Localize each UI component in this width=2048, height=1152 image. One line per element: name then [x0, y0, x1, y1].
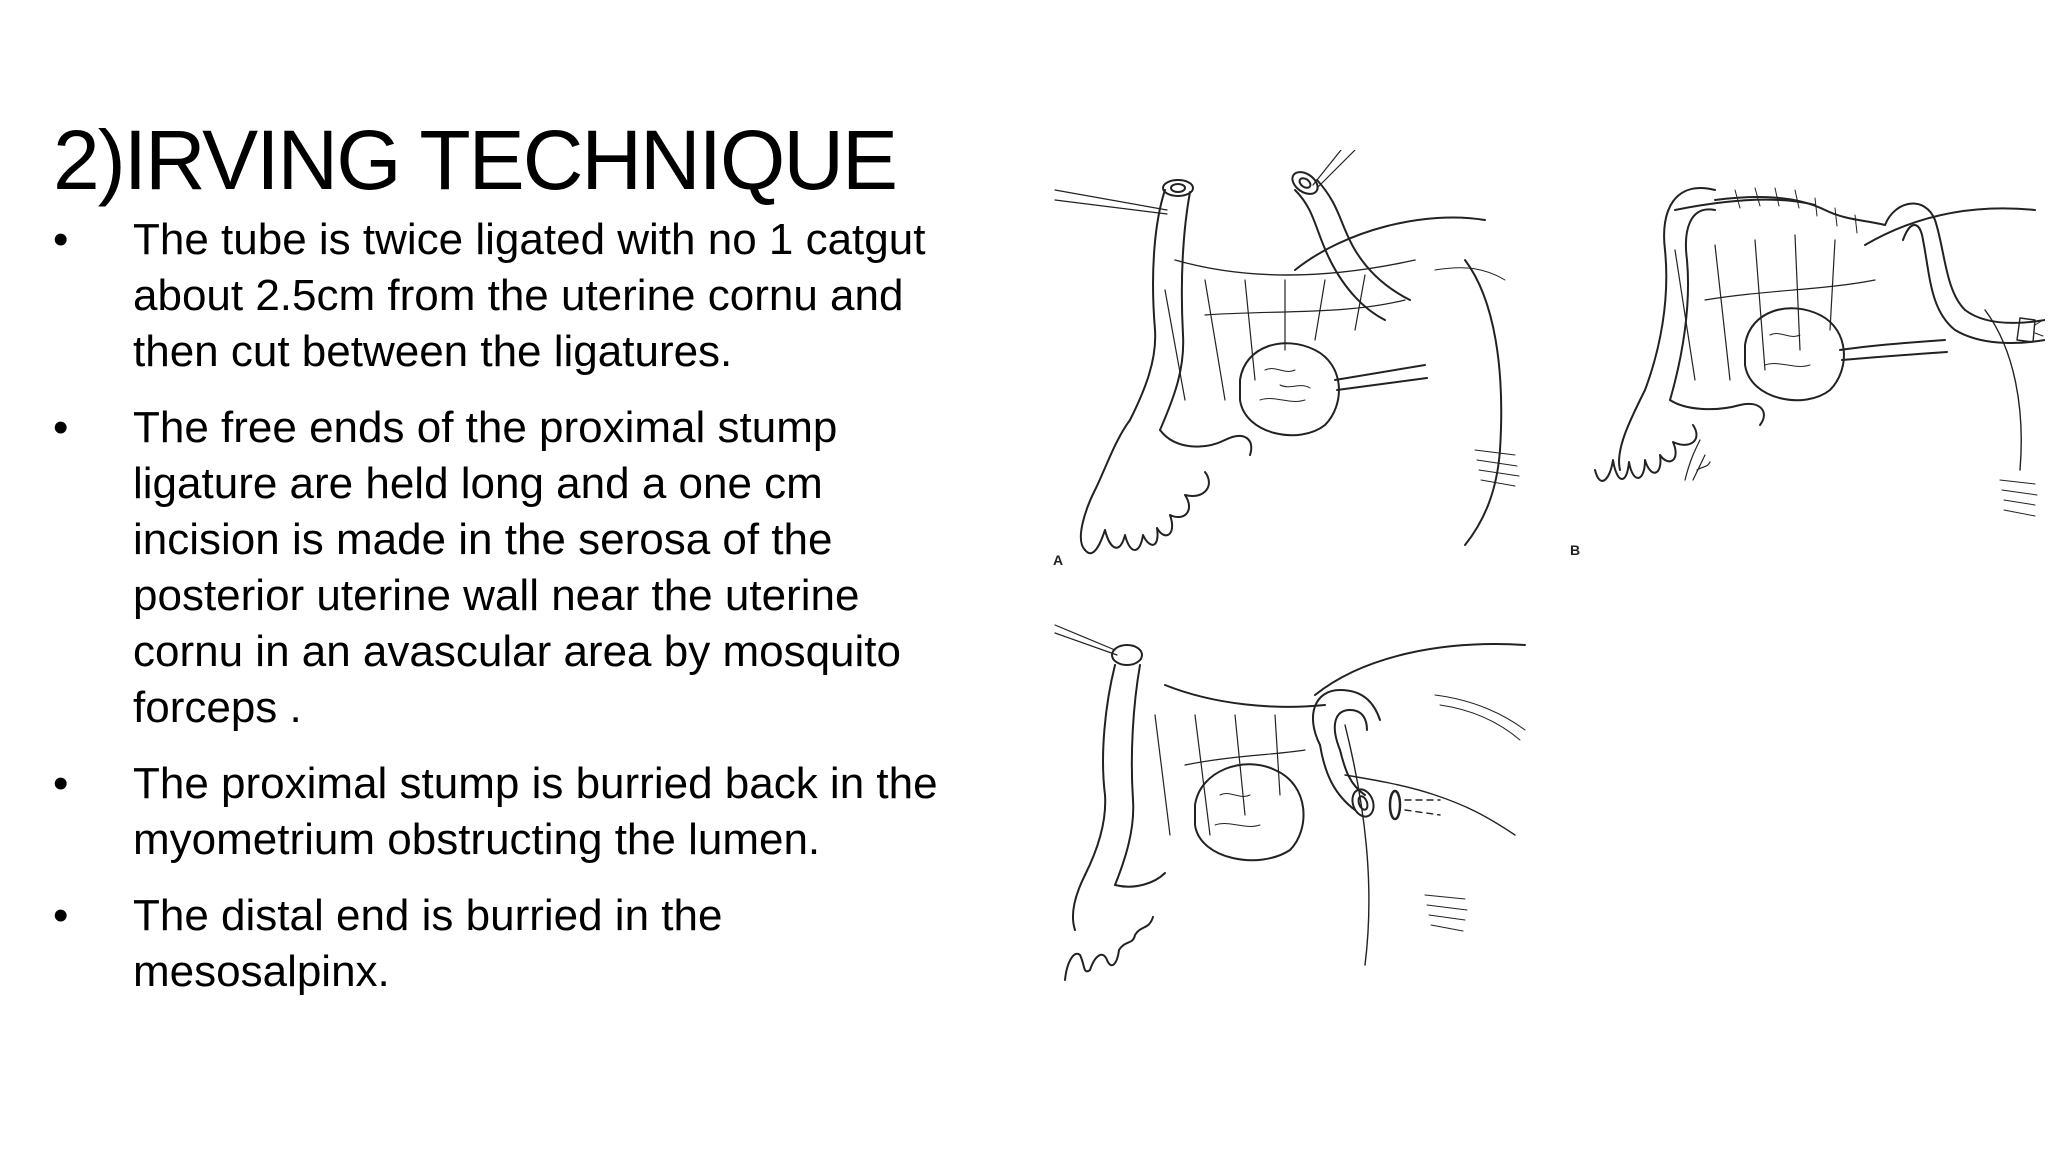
bullet-line: The distal end is burried in the — [133, 891, 723, 940]
bullet-line: posterior uterine wall near the uterine — [133, 571, 860, 620]
bullet-icon: • — [53, 215, 69, 264]
bullet-line: forceps . — [133, 683, 302, 732]
bullet-text — [133, 756, 1013, 868]
bullet-line: The proximal stump is burried back in the — [133, 759, 938, 808]
panel-b-label: B — [1570, 542, 1581, 558]
illustration-panel-b — [1565, 150, 2045, 570]
bullet-item — [53, 888, 1013, 1000]
bullet-line: incision is made in the serosa of the — [133, 515, 833, 564]
bullet-text — [133, 888, 1013, 1000]
illustration-panel-c — [1045, 605, 1535, 985]
panel-a-label: A — [1053, 552, 1064, 568]
bullet-icon: • — [53, 891, 69, 940]
bullet-line: The free ends of the proximal stump — [133, 403, 838, 452]
bullet-line: myometrium obstructing the lumen. — [133, 815, 821, 864]
bullet-line: The tube is twice ligated with no 1 catgut — [133, 215, 926, 264]
bullet-line: cornu in an avascular area by mosquito — [133, 627, 901, 676]
bullet-item — [53, 212, 1013, 380]
bullet-line: then cut between the ligatures. — [133, 327, 733, 376]
bullet-list — [53, 212, 1013, 1020]
slide-title: 2)IRVING TECHNIQUE — [53, 113, 897, 207]
bullet-line: ligature are held long and a one cm — [133, 459, 823, 508]
bullet-item — [53, 400, 1013, 736]
bullet-text — [133, 212, 1013, 380]
bullet-icon: • — [53, 759, 69, 808]
bullet-line: about 2.5cm from the uterine cornu and — [133, 271, 904, 320]
bullet-text — [133, 400, 1013, 736]
bullet-icon: • — [53, 403, 69, 452]
bullet-line: mesosalpinx. — [133, 947, 390, 996]
illustration-panel-a — [1045, 150, 1545, 570]
bullet-item — [53, 756, 1013, 868]
